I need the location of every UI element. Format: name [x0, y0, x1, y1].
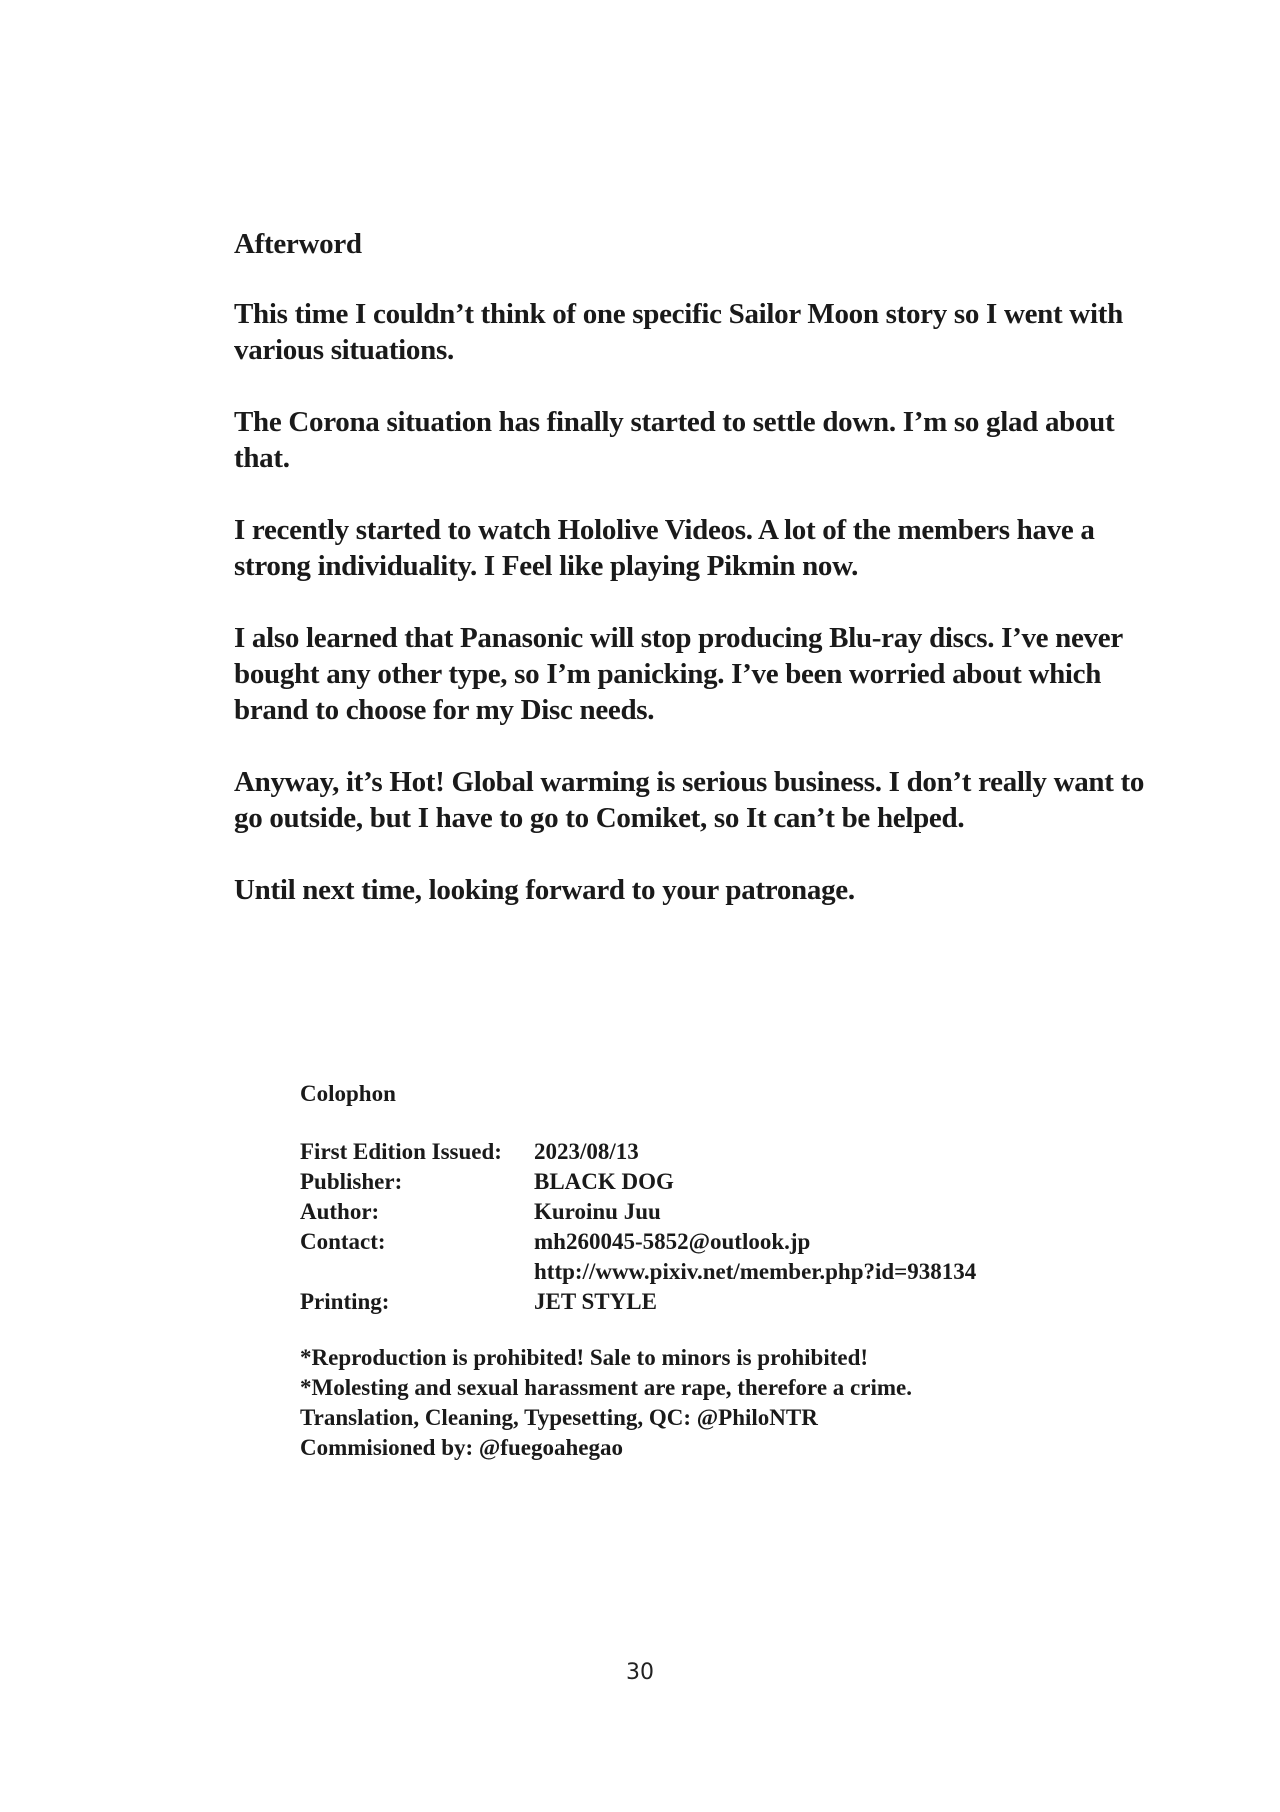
- colophon-label: Publisher:: [300, 1169, 403, 1194]
- colophon-table: [300, 1137, 976, 1317]
- colophon-label: First Edition Issued:: [300, 1139, 502, 1164]
- colophon-row: [300, 1227, 976, 1257]
- colophon-title: Colophon: [300, 1081, 396, 1106]
- colophon-label: Printing:: [300, 1289, 390, 1314]
- afterword-paragraph: I also learned that Panasonic will stop producing Blu-ray discs. I’ve never bought any other type, so I’m panicking. I’ve been worried about which brand to choose for my Disc needs.: [234, 622, 1123, 726]
- afterword-paragraph: Until next time, looking forward to your patronage.: [234, 874, 855, 906]
- colophon-value: mh260045-5852@outlook.jp: [534, 1229, 811, 1254]
- colophon-notes: [300, 1343, 1060, 1463]
- colophon-value: 2023/08/13: [534, 1139, 639, 1164]
- colophon-row: [300, 1167, 976, 1197]
- afterword-section: [234, 226, 1154, 944]
- afterword-paragraph: This time I couldn’t think of one specific Sailor Moon story so I went with various situations.: [234, 298, 1123, 366]
- page-number: 30: [626, 1660, 654, 1685]
- colophon-label: [300, 1257, 534, 1287]
- afterword-title: Afterword: [234, 228, 362, 260]
- colophon-note: *Reproduction is prohibited! Sale to minors is prohibited!: [300, 1345, 869, 1370]
- colophon-value: http://www.pixiv.net/member.php?id=938134: [534, 1259, 977, 1284]
- colophon-section: [300, 1079, 1060, 1463]
- colophon-note: *Molesting and sexual harassment are rape, therefore a crime.: [300, 1375, 912, 1400]
- colophon-label: Contact:: [300, 1229, 386, 1254]
- colophon-value: JET STYLE: [534, 1289, 657, 1314]
- colophon-row: [300, 1137, 976, 1167]
- afterword-paragraph: Anyway, it’s Hot! Global warming is serious business. I don’t really want to go outside, but I have to go to Comiket, so It can’t be helped.: [234, 766, 1145, 834]
- colophon-value: Kuroinu Juu: [534, 1199, 661, 1224]
- colophon-row: [300, 1197, 976, 1227]
- colophon-note: Translation, Cleaning, Typesetting, QC: @PhiloNTR: [300, 1405, 818, 1430]
- afterword-paragraph: I recently started to watch Hololive Videos. A lot of the members have a strong individuality. I Feel like playing Pikmin now.: [234, 514, 1095, 582]
- colophon-value: BLACK DOG: [534, 1169, 674, 1194]
- afterword-paragraph: The Corona situation has finally started to settle down. I’m so glad about that.: [234, 406, 1115, 474]
- colophon-row: [300, 1257, 976, 1287]
- colophon-note: Commisioned by: @fuegoahegao: [300, 1435, 623, 1460]
- colophon-row: [300, 1287, 976, 1317]
- colophon-label: Author:: [300, 1199, 380, 1224]
